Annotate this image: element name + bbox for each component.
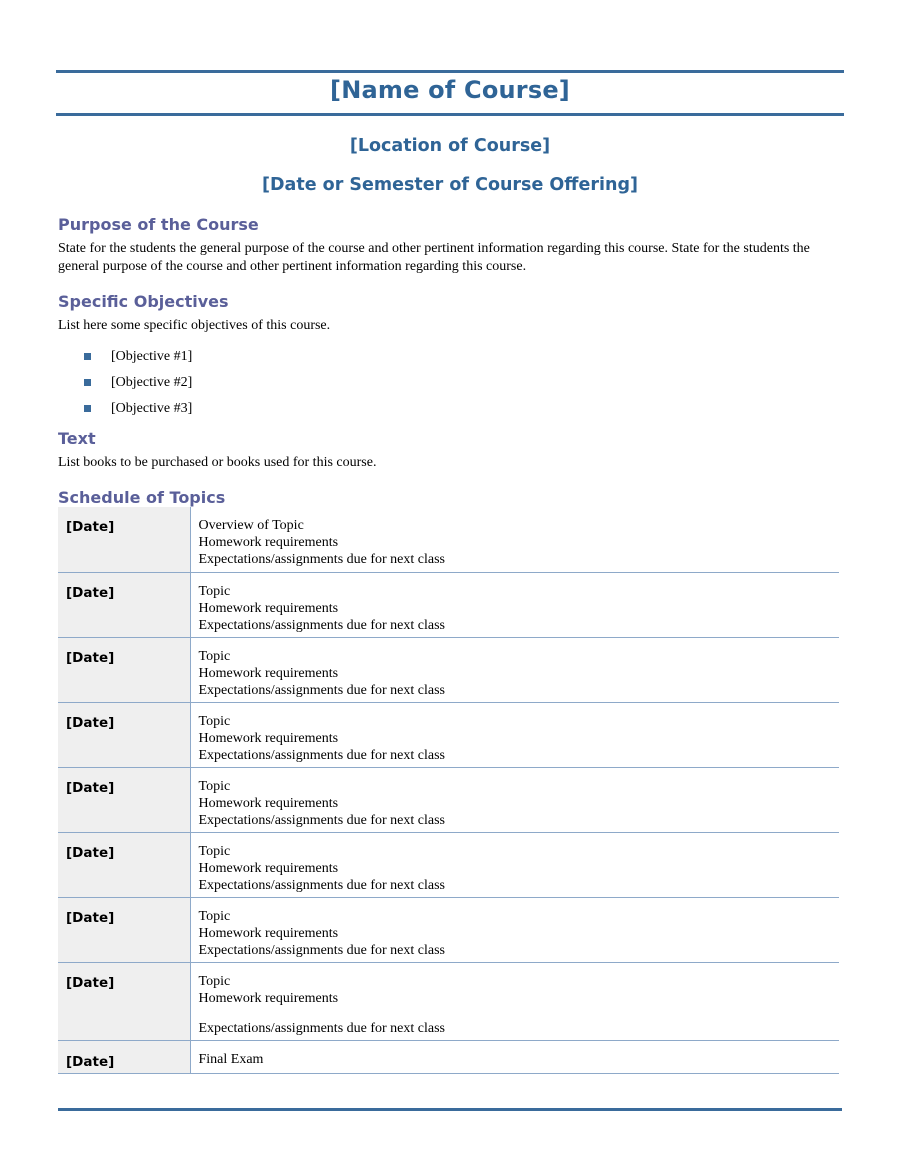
homework-text: Homework requirements	[198, 990, 339, 1006]
course-date: [Date or Semester of Course Offering]	[262, 175, 638, 195]
date-cell: [Date]	[58, 1040, 190, 1073]
content-cell	[190, 767, 839, 832]
topic-text: Topic	[198, 973, 231, 989]
table-row	[58, 1040, 839, 1073]
content-cell	[190, 832, 839, 897]
list-item	[84, 370, 192, 396]
date-cell: [Date]	[58, 637, 190, 702]
table-row	[58, 962, 839, 1040]
objective-label: [Objective #1]	[111, 349, 193, 364]
table-row	[58, 702, 839, 767]
expectations-text: Expectations/assignments due for next class	[198, 747, 445, 763]
content-cell	[190, 962, 839, 1040]
date-cell: [Date]	[58, 507, 190, 572]
title-top-rule	[56, 70, 844, 73]
table-row	[58, 897, 839, 962]
expectations-text: Expectations/assignments due for next class	[198, 812, 445, 828]
list-item	[84, 344, 192, 370]
expectations-text: Expectations/assignments due for next class	[198, 1020, 445, 1036]
footer-rule	[58, 1108, 842, 1111]
content-cell	[190, 507, 839, 572]
content-cell	[190, 1040, 839, 1073]
homework-text: Homework requirements	[198, 925, 339, 941]
expectations-text: Expectations/assignments due for next class	[198, 552, 445, 567]
table-row	[58, 832, 839, 897]
schedule-heading: Schedule of Topics	[58, 488, 226, 507]
topic-text: Topic	[198, 908, 231, 924]
course-title: [Name of Course]	[330, 76, 570, 104]
text-description: List books to be purchased or books used for this course.	[58, 455, 377, 470]
objective-label: [Objective #2]	[111, 375, 193, 390]
content-cell	[190, 897, 839, 962]
purpose-heading: Purpose of the Course	[58, 215, 259, 234]
text-heading: Text	[58, 429, 96, 448]
homework-text: Homework requirements	[198, 860, 339, 876]
content-cell	[190, 637, 839, 702]
homework-text: Homework requirements	[198, 730, 339, 746]
table-row	[58, 572, 839, 637]
date-cell: [Date]	[58, 962, 190, 1040]
topic-text: Topic	[198, 648, 231, 664]
date-cell: [Date]	[58, 572, 190, 637]
table-row	[58, 507, 839, 572]
homework-text: Homework requirements	[198, 535, 339, 550]
homework-text: Homework requirements	[198, 665, 339, 681]
date-cell: [Date]	[58, 897, 190, 962]
objectives-list	[84, 344, 192, 422]
topic-text: Overview of Topic	[198, 518, 304, 533]
title-bottom-rule	[56, 113, 844, 116]
table-row	[58, 637, 839, 702]
course-location: [Location of Course]	[349, 136, 551, 156]
date-cell: [Date]	[58, 832, 190, 897]
bullet-square-icon	[84, 379, 91, 386]
expectations-text: Expectations/assignments due for next class	[198, 617, 445, 633]
topic-text: Topic	[198, 843, 231, 859]
schedule-table	[58, 507, 839, 1074]
date-cell: [Date]	[58, 702, 190, 767]
expectations-text: Expectations/assignments due for next class	[198, 877, 445, 893]
objectives-heading: Specific Objectives	[58, 292, 229, 311]
date-cell: [Date]	[58, 767, 190, 832]
topic-text: Topic	[198, 778, 231, 794]
content-cell	[190, 702, 839, 767]
objective-label: [Objective #3]	[111, 401, 193, 416]
table-row	[58, 767, 839, 832]
topic-text: Final Exam	[198, 1051, 264, 1067]
expectations-text: Expectations/assignments due for next class	[198, 682, 445, 698]
bullet-square-icon	[84, 405, 91, 412]
bullet-square-icon	[84, 353, 91, 360]
homework-text: Homework requirements	[198, 795, 339, 811]
content-cell	[190, 572, 839, 637]
topic-text: Topic	[198, 583, 231, 599]
objectives-text: List here some specific objectives of this course.	[58, 318, 331, 333]
expectations-text: Expectations/assignments due for next class	[198, 942, 445, 958]
topic-text: Topic	[198, 713, 231, 729]
homework-text: Homework requirements	[198, 600, 339, 616]
purpose-text: State for the students the general purpose of the course and other pertinent information regarding this course. State for the students the general purpose of the course and other pertinent information regarding this course.	[58, 241, 810, 274]
list-item	[84, 396, 192, 422]
